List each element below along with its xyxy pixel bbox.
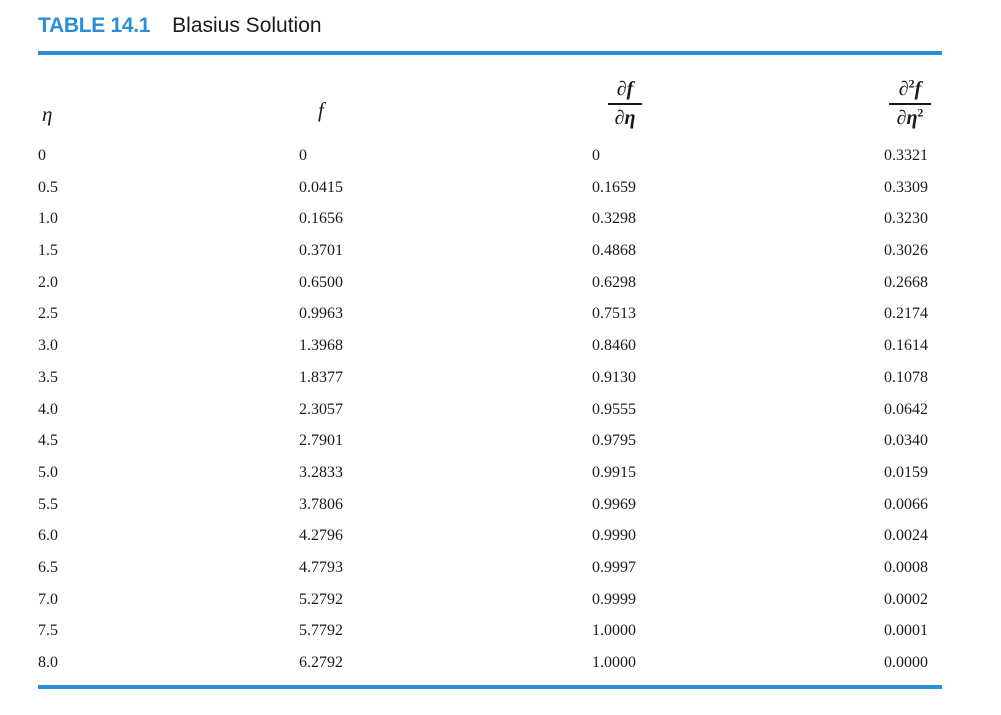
cell-f: 5.2792 xyxy=(299,590,343,608)
header-d2f-deta2-numerator xyxy=(899,77,922,101)
cell-d2f: 0.0000 xyxy=(884,654,928,671)
cell-df: 0.4868 xyxy=(592,242,636,260)
partial-eta: ∂η xyxy=(896,106,918,129)
cell-f: 3.7806 xyxy=(299,495,343,513)
cell-df: 0.9130 xyxy=(592,368,636,386)
cell-f: 0.9963 xyxy=(299,305,343,323)
cell-df: 0.9997 xyxy=(592,558,636,576)
cell-d2f: 0.3309 xyxy=(884,178,928,196)
table-caption xyxy=(38,14,322,38)
cell-eta: 6.5 xyxy=(38,558,58,576)
cell-f: 1.8377 xyxy=(299,368,343,386)
cell-df: 1.0000 xyxy=(592,654,636,671)
cell-f: 4.7793 xyxy=(299,558,343,576)
cell-eta: 0.5 xyxy=(38,178,58,196)
cell-df: 0 xyxy=(592,147,600,164)
cell-eta: 3.0 xyxy=(38,337,58,355)
table-number: TABLE 14.1 xyxy=(38,14,151,37)
table-row xyxy=(0,617,1001,649)
header-eta: η xyxy=(42,102,53,126)
cell-eta: 5.0 xyxy=(38,463,58,481)
cell-f: 0.0415 xyxy=(299,178,343,196)
table-row xyxy=(0,427,1001,459)
table-row xyxy=(0,586,1001,618)
table-row xyxy=(0,522,1001,554)
function-symbol: f xyxy=(914,78,922,100)
cell-d2f: 0.0001 xyxy=(884,622,928,640)
table-body xyxy=(0,142,1001,681)
table-row xyxy=(0,396,1001,428)
table-row xyxy=(0,142,1001,174)
cell-df: 0.6298 xyxy=(592,273,636,291)
cell-df: 0.9795 xyxy=(592,432,636,450)
cell-eta: 5.5 xyxy=(38,495,58,513)
partial-symbol: ∂ xyxy=(898,78,909,100)
table-row xyxy=(0,459,1001,491)
cell-eta: 2.0 xyxy=(38,273,58,291)
table-row xyxy=(0,205,1001,237)
cell-f: 2.7901 xyxy=(299,432,343,450)
cell-d2f: 0.0002 xyxy=(884,590,928,608)
table-row xyxy=(0,269,1001,301)
cell-df: 0.9990 xyxy=(592,527,636,545)
exponent: 2 xyxy=(908,76,915,91)
cell-eta: 7.5 xyxy=(38,622,58,640)
table-row xyxy=(0,174,1001,206)
header-f: f xyxy=(318,98,324,122)
cell-f: 0 xyxy=(299,147,307,164)
cell-f: 3.2833 xyxy=(299,463,343,481)
fraction-bar xyxy=(608,103,642,105)
cell-d2f: 0.2668 xyxy=(884,273,928,291)
table-row xyxy=(0,364,1001,396)
cell-eta: 1.0 xyxy=(38,210,58,228)
cell-f: 2.3057 xyxy=(299,400,343,418)
header-df-deta xyxy=(608,77,642,130)
cell-eta: 6.0 xyxy=(38,527,58,545)
cell-d2f: 0.1078 xyxy=(884,368,928,386)
cell-d2f: 0.3230 xyxy=(884,210,928,228)
cell-d2f: 0.0642 xyxy=(884,400,928,418)
top-rule xyxy=(38,51,942,55)
cell-f: 1.3968 xyxy=(299,337,343,355)
header-d2f-deta2-denominator xyxy=(897,106,924,130)
cell-d2f: 0.0159 xyxy=(884,463,928,481)
table-row xyxy=(0,491,1001,523)
cell-d2f: 0.0066 xyxy=(884,495,928,513)
cell-f: 5.7792 xyxy=(299,622,343,640)
header-df-deta-denominator: ∂η xyxy=(614,106,636,129)
cell-df: 0.8460 xyxy=(592,337,636,355)
cell-eta: 8.0 xyxy=(38,654,58,671)
cell-f: 0.3701 xyxy=(299,242,343,260)
table-row xyxy=(0,237,1001,269)
table-row xyxy=(0,332,1001,364)
bottom-rule xyxy=(38,685,942,689)
table-row xyxy=(0,649,1001,681)
cell-eta: 7.0 xyxy=(38,590,58,608)
cell-d2f: 0.0340 xyxy=(884,432,928,450)
cell-eta: 1.5 xyxy=(38,242,58,260)
header-df-deta-numerator: ∂f xyxy=(616,78,634,100)
cell-df: 0.9999 xyxy=(592,590,636,608)
cell-df: 0.9969 xyxy=(592,495,636,513)
cell-d2f: 0.0008 xyxy=(884,558,928,576)
cell-eta: 3.5 xyxy=(38,368,58,386)
cell-df: 0.7513 xyxy=(592,305,636,323)
cell-eta: 2.5 xyxy=(38,305,58,323)
cell-eta: 4.0 xyxy=(38,400,58,418)
cell-d2f: 0.1614 xyxy=(884,337,928,355)
cell-f: 0.1656 xyxy=(299,210,343,228)
cell-d2f: 0.0024 xyxy=(884,527,928,545)
cell-d2f: 0.3026 xyxy=(884,242,928,260)
cell-df: 0.3298 xyxy=(592,210,636,228)
cell-df: 0.1659 xyxy=(592,178,636,196)
table-row xyxy=(0,300,1001,332)
cell-eta: 0 xyxy=(38,147,46,164)
cell-d2f: 0.3321 xyxy=(884,147,928,164)
table-row xyxy=(0,554,1001,586)
header-d2f-deta2 xyxy=(889,77,931,130)
cell-df: 0.9555 xyxy=(592,400,636,418)
fraction-bar xyxy=(889,103,931,105)
cell-d2f: 0.2174 xyxy=(884,305,928,323)
cell-df: 0.9915 xyxy=(592,463,636,481)
cell-f: 6.2792 xyxy=(299,654,343,671)
cell-eta: 4.5 xyxy=(38,432,58,450)
cell-df: 1.0000 xyxy=(592,622,636,640)
cell-f: 0.6500 xyxy=(299,273,343,291)
cell-f: 4.2796 xyxy=(299,527,343,545)
table-title: Blasius Solution xyxy=(172,14,322,37)
exponent: 2 xyxy=(917,104,924,119)
